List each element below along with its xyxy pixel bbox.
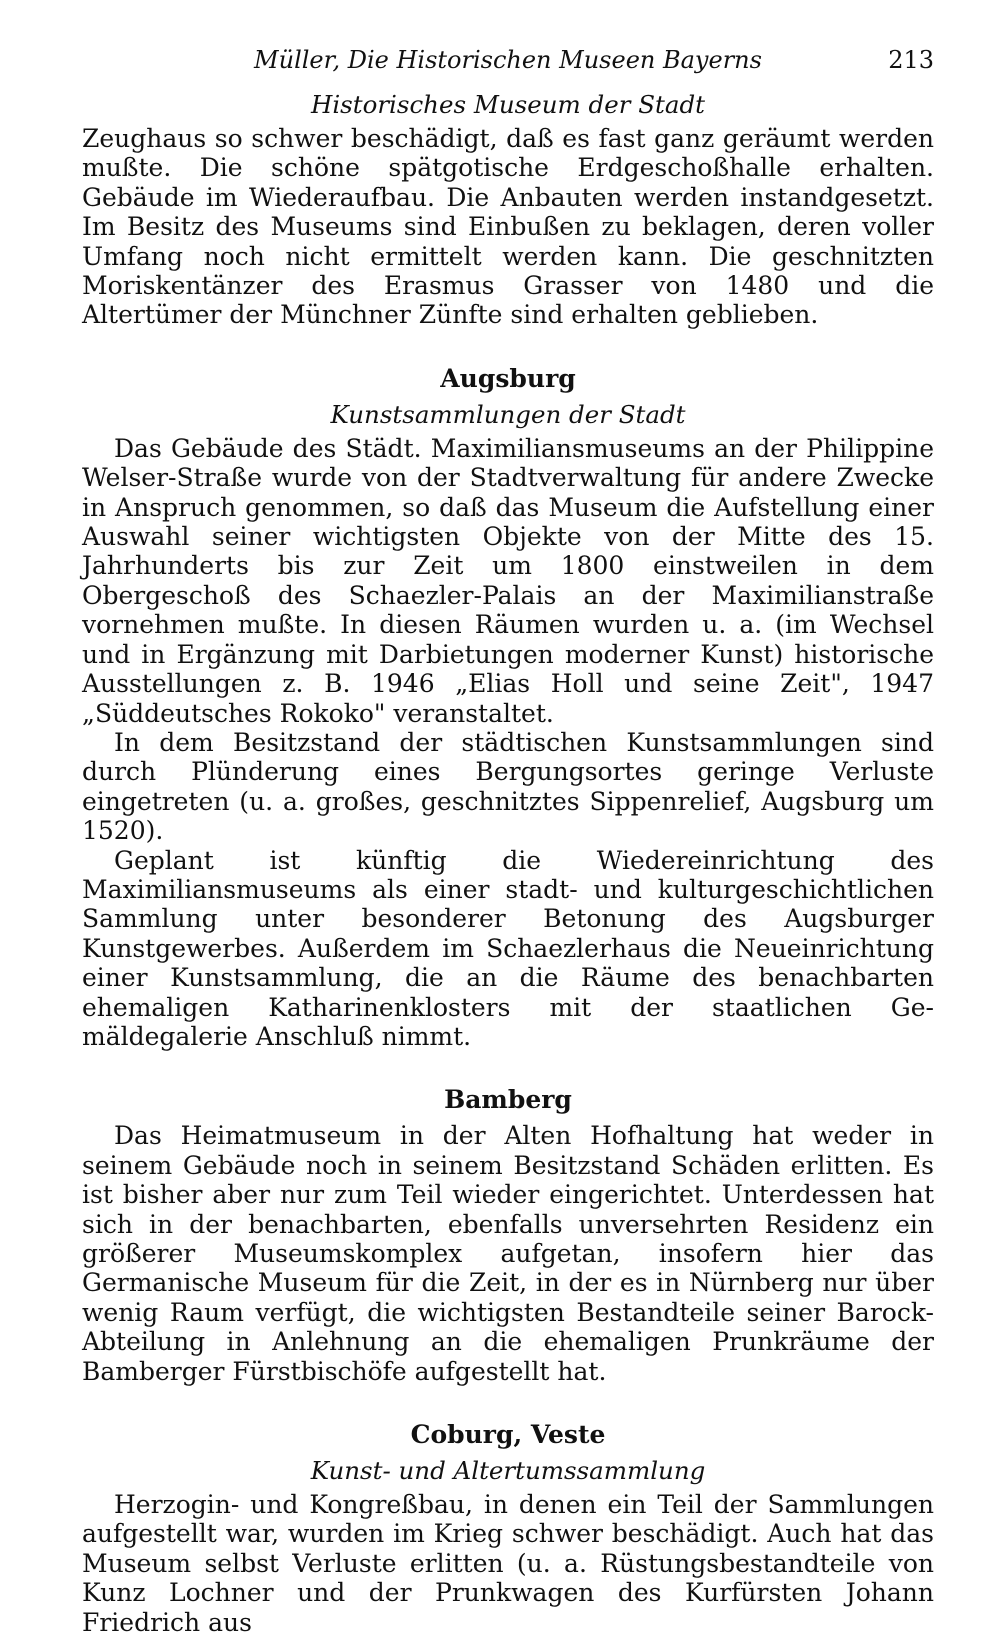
section-bamberg: [82, 1085, 934, 1386]
body-paragraph: Das Gebäude des Städt. Maximiliansmuseums an der Philippine Welser-Straße wurde von der Stadtverwaltung für andere Zwecke in Anspruch genommen, so daß das Museum die Aufstellung einer Auswahl seiner wichtigsten Objekte von der Mitte des 15. Jahrhunderts bis zur Zeit um 1800 einstweilen in dem Obergeschoß des Schaezler-Palais an der Maximilianstraße vornehmen mußte. In diesen Räumen wurden u. a. (im Wechsel und in Ergänzung mit Darbietungen moderner Kunst) historische Ausstellungen z. B. 1946 „Elias Holl und seine Zeit", 1947 „Süddeutsches Rokoko" veranstaltet.: [82, 433, 934, 728]
section-muenchen-continued: [82, 90, 934, 330]
body-paragraph: In dem Besitzstand der städtischen Kunstsammlungen sind durch Plünderung eines Bergungsortes geringe Verluste eingetreten (u. a. großes, geschnitztes Sippenrelief, Augsburg um 1520).: [82, 727, 934, 846]
city-heading: Bamberg: [444, 1085, 572, 1115]
body-paragraph: Zeughaus so schwer beschädigt, daß es fast ganz geräumt werden mußte. Die schöne spätgotische Erdgeschoßhalle erhalten. Gebäude im Wiederaufbau. Die Anbauten werden instandgesetzt. Im Besitz des Museums sind Einbußen zu beklagen, deren voller Umfang noch nicht ermittelt werden kann. Die geschnitzten Moriskentänzer des Erasmus Grasser von 1480 und die Altertümer der Münchner Zünfte sind erhalten geblieben.: [82, 124, 934, 330]
city-heading: Coburg, Veste: [410, 1420, 606, 1450]
city-heading: Augsburg: [440, 363, 576, 393]
section-augsburg: [82, 364, 934, 1052]
body-paragraph: Geplant ist künftig die Wiedereinrichtung des Maximiliansmuseums als einer stadt- und kulturgeschichtlichen Sammlung unter besonderer Betonung des Augsburger Kunstgewerbes. Außerdem im Schaezlerhaus die Neueinrichtung einer Kunstsammlung, die an die Räume des benachbarten ehemaligen Katharinenklosters mit der staatlichen Gemäldegalerie Anschluß nimmt.: [82, 845, 934, 1051]
museum-subtitle: Historisches Museum der Stadt: [310, 90, 706, 119]
body-paragraph: Herzogin- und Kongreßbau, in denen ein Teil der Sammlungen aufgestellt war, wurden im Krieg schwer beschädigt. Auch hat das Museum selbst Verluste erlitten (u. a. Rüstungsbestandteile von Kunz Lochner und der Prunkwagen des Kurfürsten Johann Friedrich aus: [82, 1490, 934, 1637]
museum-subtitle: Kunstsammlungen der Stadt: [330, 399, 686, 429]
body-paragraph: Das Heimatmuseum in der Alten Hofhaltung hat weder in seinem Gebäude noch in seinem Besitzstand Schäden erlitten. Es ist bisher aber nur zum Teil wieder eingerichtet. Unterdessen hat sich in der benachbarten, ebenfalls unversehrten Residenz ein größerer Museumskomplex aufgetan, insofern hier das Germanische Museum für die Zeit, in der es in Nürnberg nur über wenig Raum verfügt, die wichtigsten Bestandteile seiner Barock-Abteilung in Anlehnung an die ehemaligen Prunkräume der Bamberger Fürstbischöfe aufgestellt hat.: [82, 1121, 934, 1386]
section-coburg: [82, 1420, 934, 1637]
running-head: [82, 40, 934, 80]
book-page: [82, 40, 934, 1637]
running-head-title: Müller, Die Historischen Museen Bayerns: [254, 46, 762, 74]
page-number: 213: [888, 46, 934, 74]
museum-subtitle: Kunst- und Altertumssammlung: [310, 1456, 706, 1486]
